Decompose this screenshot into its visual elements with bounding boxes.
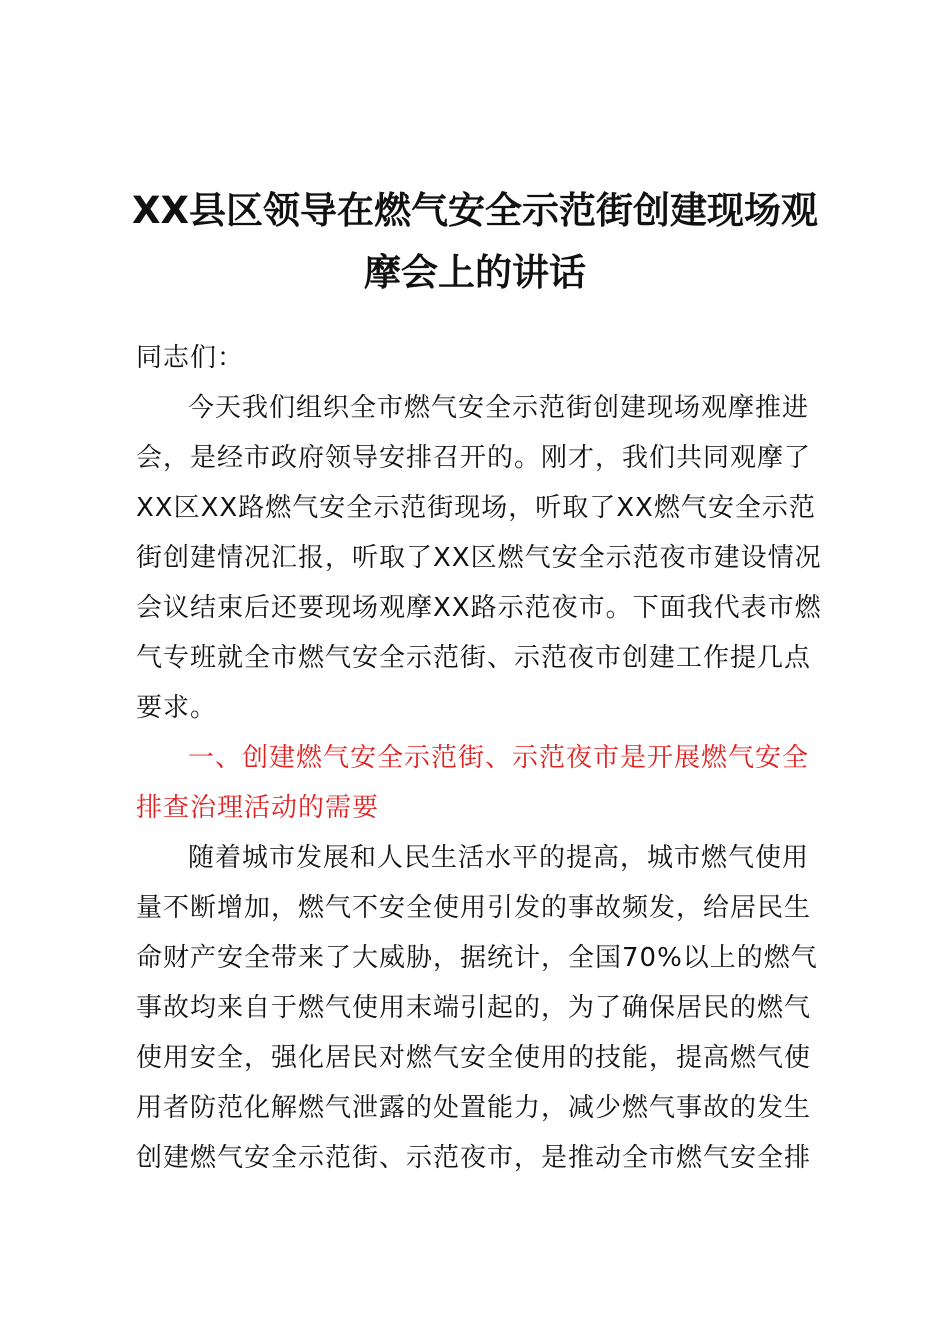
paragraph-2-line-4: 事故均来自于燃气使用末端引起的，为了确保居民的燃气 xyxy=(136,993,812,1023)
paragraph-1-line-7: 要求。 xyxy=(136,693,218,723)
paragraph-2-line-3: 命财产安全带来了大威胁，据统计，全国70%以上的燃气 xyxy=(136,943,818,973)
section-heading-1-line-1: 一、创建燃气安全示范街、示范夜市是开展燃气安全 xyxy=(188,743,810,773)
paragraph-1-line-1: 今天我们组织全市燃气安全示范街创建现场观摩推进 xyxy=(188,393,810,423)
title-line-2: 摩会上的讲话 xyxy=(364,251,586,294)
paragraph-1-line-5: 会议结束后还要现场观摩XX路示范夜市。下面我代表市燃 xyxy=(136,593,822,623)
section-heading-1-line-2: 排查治理活动的需要 xyxy=(136,793,380,823)
document-title xyxy=(120,180,830,304)
paragraph-2-line-2: 量不断增加，燃气不安全使用引发的事故频发，给居民生 xyxy=(136,893,812,923)
paragraph-1-line-6: 气专班就全市燃气安全示范街、示范夜市创建工作提几点 xyxy=(136,643,812,673)
paragraph-2-line-1: 随着城市发展和人民生活水平的提高，城市燃气使用 xyxy=(188,843,810,873)
paragraph-2-line-5: 使用安全，强化居民对燃气安全使用的技能，提高燃气使 xyxy=(136,1043,812,1073)
paragraph-2-line-7: 创建燃气安全示范街、示范夜市，是推动全市燃气安全排 xyxy=(136,1143,812,1173)
paragraph-1-line-4: 街创建情况汇报，听取了XX区燃气安全示范夜市建设情况 xyxy=(136,543,822,573)
paragraph-1-line-2: 会，是经市政府领导安排召开的。刚才，我们共同观摩了 xyxy=(136,443,812,473)
document-body xyxy=(136,333,836,1183)
paragraph-1-line-3: XX区XX路燃气安全示范街现场，听取了XX燃气安全示范 xyxy=(136,493,816,523)
paragraph-2-line-6: 用者防范化解燃气泄露的处置能力，减少燃气事故的发生 xyxy=(136,1093,812,1123)
salutation: 同志们： xyxy=(136,343,245,373)
title-line-1: XX县区领导在燃气安全示范街创建现场观 xyxy=(131,189,819,232)
